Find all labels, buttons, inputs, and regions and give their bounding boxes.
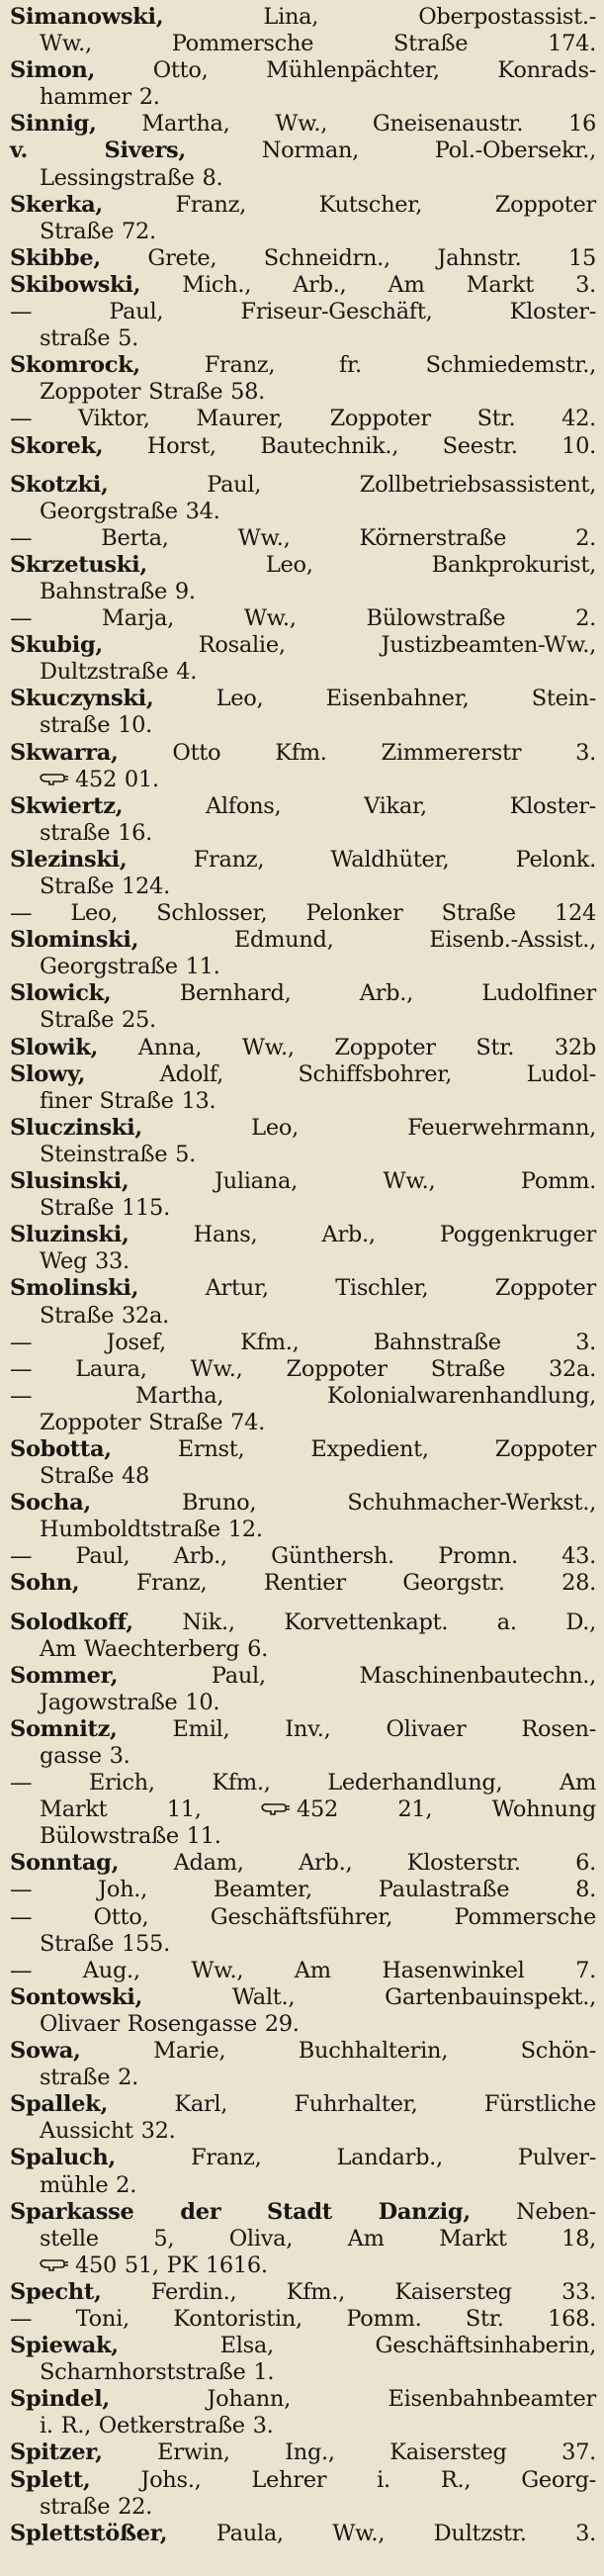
entry-details: — Paul, Friseur-Geschäft, Kloster-	[10, 299, 596, 325]
entry-first-line	[10, 605, 596, 632]
entry-surname: Sowa,	[10, 2038, 81, 2065]
entry-first-line	[10, 1330, 596, 1356]
directory-entry	[10, 2145, 596, 2198]
entry-first-line	[10, 406, 596, 432]
entry-continuation-line: 450 51, PK 1616.	[10, 2253, 596, 2279]
entry-surname: Simon,	[10, 57, 96, 84]
entry-details: — Erich, Kfm., Lederhandlung, Am	[10, 1770, 596, 1796]
entry-details: — Joh., Beamter, Paulastraße 8.	[10, 1877, 596, 1903]
entry-surname: Specht,	[10, 2278, 102, 2305]
directory-entry	[10, 847, 596, 900]
directory-entry	[10, 605, 596, 632]
entry-first-line	[10, 2279, 596, 2306]
entry-details: Franz, Rentier Georgstr. 28.	[79, 1570, 596, 1597]
entry-details: Anna, Ww., Zoppoter Str. 32b	[98, 1034, 596, 1060]
entry-surname: Skotzki,	[10, 471, 109, 498]
telephone-hand-icon	[40, 768, 69, 783]
directory-entry	[10, 1490, 596, 1543]
directory-entry	[10, 1061, 596, 1115]
directory-entry	[10, 2521, 596, 2547]
entry-details: Paul, Maschinenbautechn.,	[118, 1662, 596, 1689]
entry-continuation-line: Straße 48	[40, 1463, 150, 1490]
entry-details: Juliana, Ww., Pomm.	[129, 1168, 596, 1195]
entry-details: — Josef, Kfm., Bahnstraße 3.	[10, 1329, 596, 1355]
entry-continuation-line: Humboldtstraße 12.	[40, 1517, 263, 1543]
entry-surname: Spallek,	[10, 2091, 108, 2118]
entry-first-line	[10, 57, 596, 84]
entry-continuation-line: Ww., Pommersche Straße 174.	[40, 31, 596, 57]
directory-entry	[10, 632, 596, 686]
telephone-hand-icon	[261, 1797, 291, 1813]
entry-details: Grete, Schneidrn., Jahnstr. 15	[100, 244, 596, 271]
entry-surname: Skomrock,	[10, 352, 140, 379]
entry-first-line	[10, 1958, 596, 1984]
entry-continuation-line: straße 2.	[40, 2065, 139, 2091]
entry-first-line	[10, 1061, 596, 1088]
entry-details: — Paul, Arb., Günthersh. Promn. 43.	[10, 1543, 596, 1570]
entry-details: — Laura, Ww., Zoppoter Straße 32a.	[10, 1355, 596, 1382]
directory-entry	[10, 245, 596, 272]
entry-first-line	[10, 686, 596, 712]
entry-first-line	[10, 472, 596, 499]
directory-entry	[10, 2386, 596, 2439]
entry-first-line	[10, 138, 596, 164]
entry-first-line	[10, 1610, 596, 1636]
entry-continuation-line: gasse 3.	[40, 1743, 130, 1769]
entry-first-line	[10, 1275, 596, 1302]
entry-continuation-line: Straße 72.	[40, 218, 156, 244]
entry-surname: Splettstößer,	[10, 2520, 168, 2546]
entry-continuation-line: Scharnhorststraße 1.	[40, 2359, 275, 2386]
entry-continuation-line: Olivaer Rosengasse 29.	[40, 2010, 300, 2037]
entry-details: Neben-	[470, 2198, 596, 2225]
entry-surname: Slusinski,	[10, 1168, 129, 1195]
directory-entry	[10, 1716, 596, 1770]
entry-continuation-line: Dultzstraße 4.	[40, 659, 198, 686]
entry-surname: Skibowski,	[10, 271, 141, 298]
entry-continuation-line: Jagowstraße 10.	[40, 1689, 220, 1715]
entry-surname: Skibbe,	[10, 244, 101, 271]
directory-entry	[10, 138, 596, 191]
directory-entry	[10, 1115, 596, 1168]
entry-details: Johs., Lehrer i. R., Georg-	[90, 2466, 596, 2493]
entry-surname: Sparkasse der Stadt Danzig,	[10, 2198, 471, 2225]
entry-continuation-line: stelle 5, Oliva, Am Markt 18,	[40, 2225, 596, 2252]
entry-surname: Splett,	[10, 2466, 91, 2493]
entry-first-line	[10, 900, 596, 927]
directory-entry	[10, 472, 596, 525]
entry-first-line	[10, 2199, 596, 2226]
entry-continuation-line: Lessingstraße 8.	[40, 164, 223, 191]
entry-details: Bruno, Schuhmacher-Werkst.,	[90, 1490, 596, 1517]
directory-entry	[10, 1275, 596, 1329]
entry-details: Franz, Waldhüter, Pelonk.	[127, 846, 596, 873]
directory-entry	[10, 1877, 596, 1903]
entry-first-line	[10, 793, 596, 820]
telephone-hand-icon	[40, 2254, 69, 2269]
entry-surname: Socha,	[10, 1490, 91, 1517]
entry-surname: Sobotta,	[10, 1435, 112, 1462]
directory-entry	[10, 2306, 596, 2333]
directory-entry	[10, 299, 596, 352]
entry-details: Franz, fr. Schmiedemstr.,	[139, 352, 596, 379]
entry-first-line	[10, 1436, 596, 1463]
entry-details: Rosalie, Justizbeamten-Ww.,	[102, 632, 596, 659]
directory-entry	[10, 2467, 596, 2521]
entry-first-line	[10, 1984, 596, 2011]
entry-continuation-line: Aussicht 32.	[40, 2118, 176, 2145]
entry-surname: Spindel,	[10, 2386, 110, 2413]
entry-continuation-line: Zoppoter Straße 58.	[40, 379, 266, 406]
entry-details: — Marja, Ww., Bülowstraße 2.	[10, 605, 596, 632]
entry-surname: v. Sivers,	[10, 138, 186, 164]
entry-first-line	[10, 2521, 596, 2547]
entry-surname: Slezinski,	[10, 846, 128, 873]
entry-details: Nik., Korvettenkapt. a. D.,	[132, 1609, 596, 1635]
entry-surname: Spitzer,	[10, 2439, 103, 2466]
entry-details: Leo, Eisenbahner, Stein-	[153, 686, 596, 712]
directory-entry	[10, 1330, 596, 1356]
entry-details: — Toni, Kontoristin, Pomm. Str. 168.	[10, 2305, 596, 2332]
entry-details: Hans, Arb., Poggenkruger	[129, 1222, 596, 1248]
entry-details: Bernhard, Arb., Ludolfiner	[111, 980, 596, 1007]
entry-first-line	[10, 2386, 596, 2413]
entry-continuation-line: i. R., Oetkerstraße 3.	[40, 2413, 274, 2439]
entry-surname: Skubig,	[10, 632, 103, 659]
directory-entry	[10, 1610, 596, 1663]
entry-details: Norman, Pol.-Obersekr.,	[185, 138, 596, 164]
entry-continuation-line: Straße 124.	[40, 874, 170, 899]
directory-entry	[10, 1222, 596, 1275]
directory-entry	[10, 1436, 596, 1490]
entry-details: Adolf, Schiffsbohrer, Ludol-	[85, 1060, 596, 1087]
entry-first-line	[10, 1035, 596, 1061]
directory-entry	[10, 433, 596, 460]
directory-entry	[10, 352, 596, 406]
entry-first-line	[10, 1222, 596, 1248]
entry-first-line	[10, 632, 596, 659]
entry-surname: Somnitz,	[10, 1715, 118, 1742]
entry-details: Mich., Arb., Am Markt 3.	[140, 271, 596, 298]
entry-details: Horst, Bautechnik., Seestr. 10.	[103, 432, 596, 459]
directory-entry	[10, 552, 596, 605]
entry-first-line	[10, 525, 596, 552]
entry-first-line	[10, 2091, 596, 2118]
entry-surname: Simanowski,	[10, 4, 164, 30]
entry-continuation-line: Straße 25.	[40, 1007, 156, 1034]
directory-entry	[10, 1168, 596, 1222]
entry-surname: Skerka,	[10, 191, 103, 218]
entry-surname: Sluzinski,	[10, 1222, 129, 1248]
entry-details: Otto Kfm. Zimmererstr 3.	[118, 739, 596, 766]
directory-entry	[10, 1663, 596, 1716]
entry-details: Elsa, Geschäftsinhaberin,	[118, 2333, 596, 2359]
entry-continuation-line: finer Straße 13.	[40, 1087, 216, 1114]
entry-continuation-line: mühle 2.	[40, 2171, 137, 2198]
entry-surname: Sonntag,	[10, 1850, 120, 1877]
entry-first-line	[10, 1168, 596, 1195]
entry-continuation-line: Straße 155.	[40, 1930, 170, 1957]
directory-entry	[10, 1356, 596, 1383]
entry-continuation-line: straße 10.	[40, 712, 153, 739]
entry-first-line	[10, 352, 596, 379]
directory-entry	[10, 406, 596, 432]
entry-first-line	[10, 1383, 596, 1410]
entry-surname: Sinnig,	[10, 111, 97, 138]
entry-first-line	[10, 1716, 596, 1743]
directory-entry	[10, 525, 596, 552]
entry-details: Emil, Inv., Olivaer Rosen-	[117, 1715, 596, 1742]
directory-entry	[10, 2279, 596, 2306]
entry-surname: Skorek,	[10, 432, 104, 459]
directory-entry	[10, 927, 596, 980]
entry-first-line	[10, 1490, 596, 1517]
entry-surname: Sommer,	[10, 1662, 119, 1689]
entry-first-line	[10, 980, 596, 1007]
entry-first-line	[10, 1115, 596, 1142]
directory-entry	[10, 1984, 596, 2038]
entry-first-line	[10, 1877, 596, 1903]
entry-details: Marie, Buchhalterin, Schön-	[80, 2038, 596, 2065]
directory-entry	[10, 1904, 596, 1958]
directory-entry	[10, 2439, 596, 2466]
entry-continuation-line: hammer 2.	[40, 84, 160, 111]
entry-surname: Skwiertz,	[10, 792, 124, 819]
entry-first-line	[10, 299, 596, 325]
entry-surname: Slominski,	[10, 927, 139, 954]
directory-entry	[10, 900, 596, 927]
entry-details: Franz, Landarb., Pulver-	[115, 2145, 596, 2171]
entry-first-line	[10, 1904, 596, 1931]
entry-details: Ferdin., Kfm., Kaisersteg 33.	[101, 2278, 596, 2305]
entry-first-line	[10, 433, 596, 460]
entry-details: Leo, Bankprokurist,	[146, 551, 596, 578]
entry-surname: Sohn,	[10, 1570, 80, 1597]
entry-details: — Viktor, Maurer, Zoppoter Str. 42.	[10, 406, 596, 432]
directory-entry	[10, 1770, 596, 1850]
entry-details: — Martha, Kolonialwarenhandlung,	[10, 1382, 596, 1409]
entry-details: Paul, Zollbetriebsassistent,	[108, 471, 596, 498]
entry-surname: Spiewak,	[10, 2333, 119, 2359]
entry-surname: Skrzetuski,	[10, 551, 147, 578]
entry-details: Ernst, Expedient, Zoppoter	[111, 1435, 596, 1462]
entry-first-line	[10, 847, 596, 874]
entry-first-line	[10, 2333, 596, 2359]
entry-first-line	[10, 740, 596, 767]
entry-details: — Berta, Ww., Körnerstraße 2.	[10, 524, 596, 551]
entry-surname: Sontowski,	[10, 1983, 143, 2010]
entry-first-line	[10, 2467, 596, 2494]
entry-details: Erwin, Ing., Kaisersteg 37.	[102, 2439, 596, 2466]
directory-entry	[10, 1543, 596, 1570]
entry-first-line	[10, 1356, 596, 1383]
entry-surname: Skuczynski,	[10, 686, 154, 712]
entry-details: Artur, Tischler, Zoppoter	[138, 1275, 596, 1302]
entry-continuation-line: Straße 32a.	[40, 1302, 170, 1329]
entry-first-line	[10, 2145, 596, 2171]
entry-continuation-line: Steinstraße 5.	[40, 1141, 196, 1167]
entry-surname: Spaluch,	[10, 2145, 116, 2171]
entry-details: Lina, Oberpostassist.-	[163, 4, 596, 30]
directory-entry	[10, 1570, 596, 1597]
entry-continuation-line: straße 16.	[40, 819, 153, 846]
directory-entry	[10, 980, 596, 1034]
entry-continuation-line: Bülowstraße 11.	[40, 1823, 221, 1850]
entry-details: Johann, Eisenbahnbeamter	[109, 2386, 596, 2413]
entry-first-line	[10, 272, 596, 299]
entry-continuation-line: straße 22.	[40, 2493, 153, 2520]
entry-continuation-line: Markt 11, 452 21, Wohnung	[40, 1796, 596, 1823]
directory-entry	[10, 2333, 596, 2386]
directory-entry	[10, 4, 596, 57]
entry-first-line	[10, 927, 596, 954]
directory-entry	[10, 2091, 596, 2145]
entry-first-line	[10, 111, 596, 138]
directory-entry	[10, 272, 596, 299]
entry-first-line	[10, 1663, 596, 1690]
directory-entry	[10, 793, 596, 847]
entry-continuation-line: straße 5.	[40, 325, 139, 352]
entry-details: — Leo, Schlosser, Pelonker Straße 124	[10, 900, 596, 927]
entry-continuation-line: Georgstraße 34.	[40, 498, 220, 524]
entry-continuation-line: Weg 33.	[40, 1248, 129, 1275]
entry-first-line	[10, 4, 596, 31]
directory-entry	[10, 2199, 596, 2279]
entry-details: Karl, Fuhrhalter, Fürstliche	[108, 2091, 596, 2118]
entry-first-line	[10, 1543, 596, 1570]
entry-details: Otto, Mühlenpächter, Konrads-	[95, 57, 596, 84]
entry-details: Leo, Feuerwehrmann,	[141, 1114, 596, 1141]
entry-first-line	[10, 1570, 596, 1597]
directory-entry	[10, 1035, 596, 1061]
directory-entry	[10, 1383, 596, 1436]
entry-details: Alfons, Vikar, Kloster-	[123, 792, 596, 819]
directory-entry	[10, 57, 596, 111]
entry-continuation-line: Bahnstraße 9.	[40, 578, 196, 604]
directory-entry	[10, 111, 596, 138]
entry-continuation-line: Georgstraße 11.	[40, 954, 220, 980]
directory-entry	[10, 1958, 596, 1984]
entry-details: — Aug., Ww., Am Hasenwinkel 7.	[10, 1957, 596, 1983]
entry-details: Walt., Gartenbauinspekt.,	[142, 1983, 596, 2010]
entry-continuation-line: 452 01.	[10, 767, 596, 793]
entry-surname: Slowik,	[10, 1034, 99, 1060]
entry-details: — Otto, Geschäftsführer, Pommersche	[10, 1903, 596, 1930]
directory-entry	[10, 740, 596, 793]
entry-continuation-line: Zoppoter Straße 74.	[40, 1409, 266, 1435]
directory-entry	[10, 1850, 596, 1877]
entry-surname: Slowy,	[10, 1060, 86, 1087]
entry-surname: Sluczinski,	[10, 1114, 142, 1141]
entry-surname: Solodkoff,	[10, 1609, 133, 1635]
entry-details: Adam, Arb., Klosterstr. 6.	[119, 1850, 596, 1877]
entry-first-line	[10, 1850, 596, 1877]
entry-continuation-line: Am Waechterberg 6.	[40, 1635, 268, 1662]
entry-surname: Smolinski,	[10, 1275, 139, 1302]
directory-entry	[10, 192, 596, 245]
entry-details: Martha, Ww., Gneisenaustr. 16	[96, 111, 596, 138]
entry-first-line	[10, 2038, 596, 2065]
entry-first-line	[10, 2306, 596, 2333]
entry-first-line	[10, 552, 596, 579]
entry-details: Paula, Ww., Dultzstr. 3.	[167, 2520, 596, 2546]
entry-first-line	[10, 245, 596, 272]
directory-entry	[10, 686, 596, 739]
entry-first-line	[10, 2439, 596, 2466]
entry-first-line	[10, 1770, 596, 1796]
directory-entry	[10, 2038, 596, 2091]
entry-details: Franz, Kutscher, Zoppoter	[102, 191, 596, 218]
entry-first-line	[10, 192, 596, 219]
entry-details: Edmund, Eisenb.-Assist.,	[138, 927, 596, 954]
entry-continuation-line: Straße 115.	[40, 1195, 170, 1222]
entry-surname: Slowick,	[10, 980, 112, 1007]
entry-surname: Skwarra,	[10, 739, 119, 766]
